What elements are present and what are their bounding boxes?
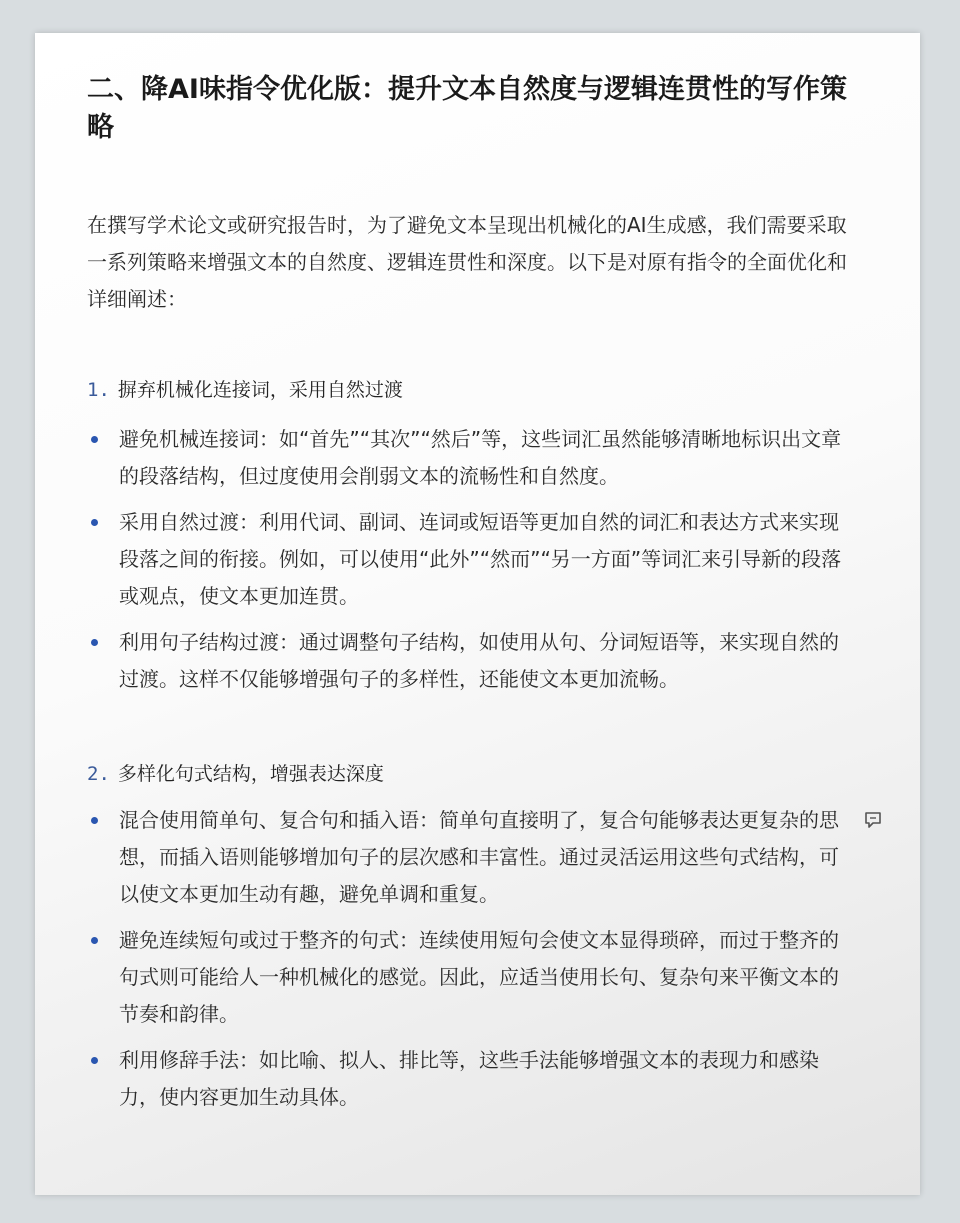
comment-icon[interactable]	[863, 810, 883, 830]
bullet-dot-icon	[91, 937, 98, 944]
bullet-dot-icon	[91, 436, 98, 443]
list-item	[87, 421, 857, 495]
bullet-text: 混合使用简单句、复合句和插入语：简单句直接明了，复合句能够表达更复杂的思想，而插入语则能够增加句子的层次感和丰富性。通过灵活运用这些句式结构，可以使文本更加生动有趣，避免单调和重复。	[119, 808, 839, 906]
list-item	[87, 1042, 857, 1116]
page-title: 二、降AI味指令优化版：提升文本自然度与逻辑连贯性的写作策略	[87, 74, 847, 143]
list-item	[87, 802, 857, 913]
bullet-text: 避免连续短句或过于整齐的句式：连续使用短句会使文本显得琐碎，而过于整齐的句式则可能给人一种机械化的感觉。因此，应适当使用长句、复杂句来平衡文本的节奏和韵律。	[119, 928, 839, 1026]
bullet-text: 避免机械连接词：如“首先”“其次”“然后”等，这些词汇虽然能够清晰地标识出文章的段落结构，但过度使用会削弱文本的流畅性和自然度。	[119, 427, 842, 488]
section-1-number: 1.	[87, 379, 110, 401]
bullet-dot-icon	[91, 519, 98, 526]
bullet-text: 利用修辞手法：如比喻、拟人、排比等，这些手法能够增强文本的表现力和感染力，使内容更加生动具体。	[119, 1048, 819, 1109]
section-2-number: 2.	[87, 763, 110, 785]
list-item	[87, 922, 857, 1033]
list-item	[87, 624, 857, 698]
document-card	[35, 33, 920, 1195]
section-1-heading	[87, 375, 403, 405]
bullet-text: 采用自然过渡：利用代词、副词、连词或短语等更加自然的词汇和表达方式来实现段落之间的衔接。例如，可以使用“此外”“然而”“另一方面”等词汇来引导新的段落或观点，使文本更加连贯。	[119, 510, 842, 608]
section-2-title: 多样化句式结构，增强表达深度	[117, 763, 384, 785]
list-item	[87, 504, 857, 615]
section-1-title: 摒弃机械化连接词，采用自然过渡	[117, 379, 403, 401]
bullet-dot-icon	[91, 1057, 98, 1064]
section-2-heading	[87, 759, 384, 789]
intro-paragraph: 在撰写学术论文或研究报告时，为了避免文本呈现出机械化的AI生成感，我们需要采取一系列策略来增强文本的自然度、逻辑连贯性和深度。以下是对原有指令的全面优化和详细阐述：	[87, 213, 847, 311]
bullet-dot-icon	[91, 817, 98, 824]
bullet-dot-icon	[91, 639, 98, 646]
bullet-text: 利用句子结构过渡：通过调整句子结构，如使用从句、分词短语等，来实现自然的过渡。这样不仅能够增强句子的多样性，还能使文本更加流畅。	[119, 630, 839, 691]
